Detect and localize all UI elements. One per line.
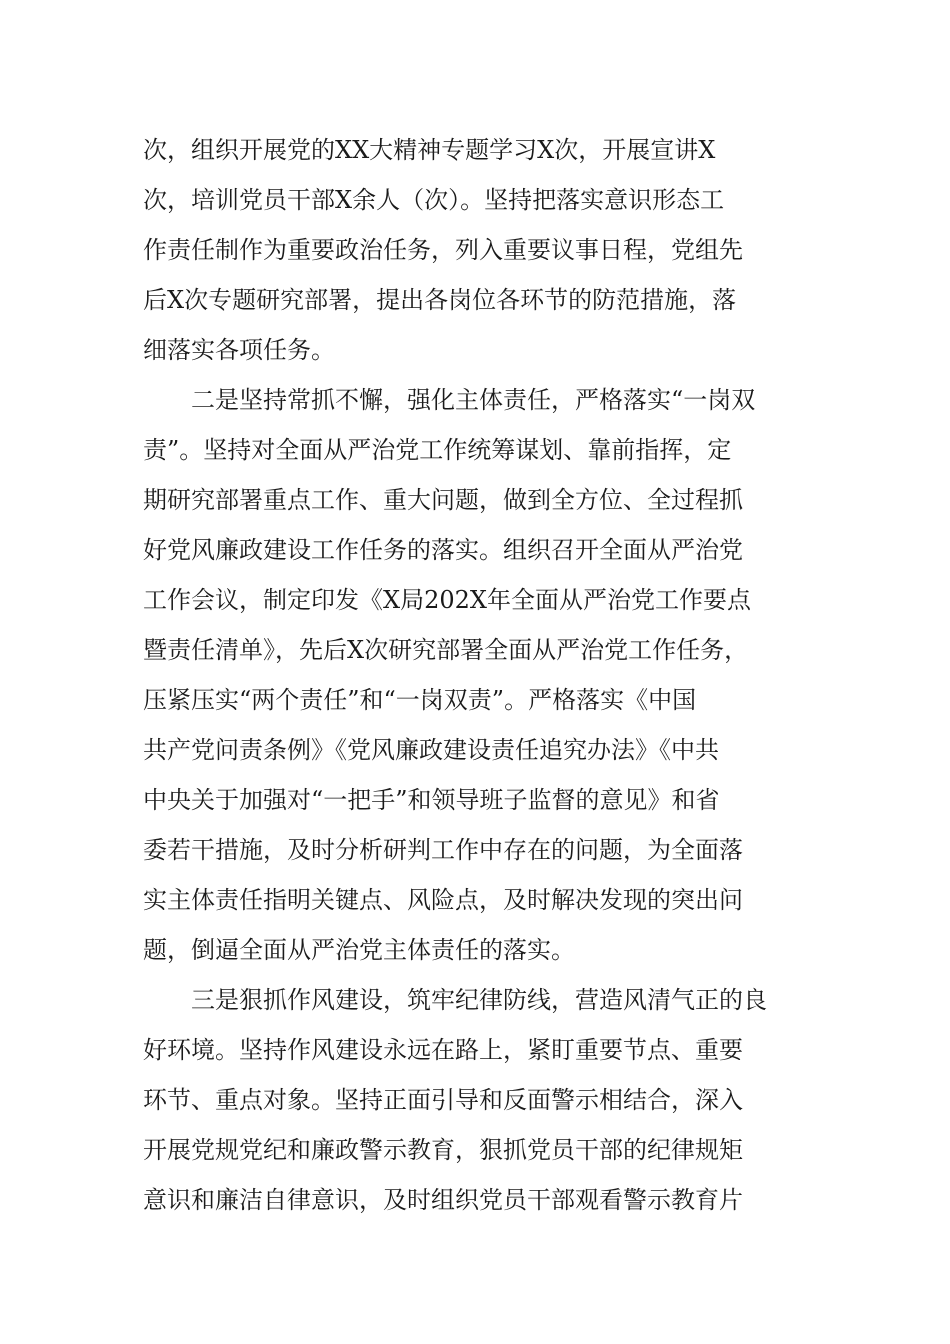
body-text [143,125,843,1225]
text-line: 次，培训党员干部X余人（次）。坚持把落实意识形态工 [143,186,725,214]
text-line: 压紧压实“两个责任”和“一岗双责”。严格落实《中国 [143,686,697,714]
text-line: 期研究部署重点工作、重大问题，做到全方位、全过程抓 [143,486,743,514]
text-line: 后X次专题研究部署，提出各岗位各环节的防范措施，落 [143,286,737,314]
text-line: 实主体责任指明关键点、风险点，及时解决发现的突出问 [143,886,743,914]
text-line: 细落实各项任务。 [143,336,335,364]
text-line: 暨责任清单》，先后X次研究部署全面从严治党工作任务， [143,636,749,664]
text-line: 共产党问责条例》《党风廉政建设责任追究办法》《中共 [143,736,719,764]
text-line: 工作会议，制定印发《X局202X年全面从严治党工作要点 [143,586,751,614]
text-line: 作责任制作为重要政治任务，列入重要议事日程，党组先 [143,236,743,264]
text-line: 委若干措施，及时分析研判工作中存在的问题，为全面落 [143,836,743,864]
text-line: 责”。坚持对全面从严治党工作统筹谋划、靠前指挥，定 [143,436,732,464]
text-line: 题，倒逼全面从严治党主体责任的落实。 [143,936,575,964]
text-line: 开展党规党纪和廉政警示教育，狠抓党员干部的纪律规矩 [143,1136,743,1164]
paragraph-3-first-line: 三是狠抓作风建设，筑牢纪律防线，营造风清气正的良 [191,986,767,1014]
text-line: 意识和廉洁自律意识，及时组织党员干部观看警示教育片 [143,1186,743,1214]
paragraph-2-first-line: 二是坚持常抓不懈，强化主体责任，严格落实“一岗双 [191,386,756,414]
text-line: 次，组织开展党的XX大精神专题学习X次，开展宣讲X [143,136,716,164]
text-line: 好环境。坚持作风建设永远在路上，紧盯重要节点、重要 [143,1036,743,1064]
text-line: 好党风廉政建设工作任务的落实。组织召开全面从严治党 [143,536,743,564]
text-line: 环节、重点对象。坚持正面引导和反面警示相结合，深入 [143,1086,743,1114]
text-line: 中央关于加强对“一把手”和领导班子监督的意见》和省 [143,786,720,814]
